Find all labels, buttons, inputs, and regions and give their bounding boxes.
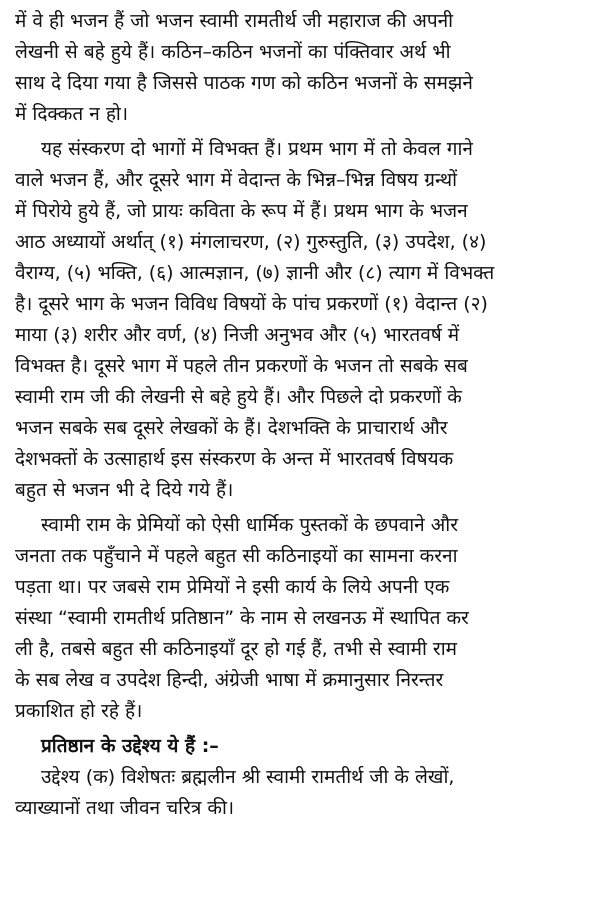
text-line: भजन सबके सब दूसरे लेखकों के हैं। देशभक्ति के प्राचारार्थ और	[15, 417, 448, 439]
text-line: विभक्त है। दूसरे भाग में पहले तीन प्रकरणों के भजन तो सबके सब	[15, 355, 468, 377]
text-line: स्वामी राम जी की लेखनी से बहे हुये हैं। और पिछले दो प्रकरणों के	[15, 386, 462, 408]
paragraph-pratishthan	[15, 510, 588, 727]
text-line: वाले भजन हैं, और दूसरे भाग में वेदान्त के भिन्न–भिन्न विषय ग्रन्थों	[15, 169, 458, 191]
text-line: माया (३) शरीर और वर्ण, (४) निजी अनुभव और (५) भारतवर्ष में	[15, 324, 460, 346]
text-line: वैराग्य, (५) भक्ति, (६) आत्मज्ञान, (७) ज्ञानी और (८) त्याग में विभक्त	[15, 262, 495, 284]
text-line: में पिरोये हुये हैं, जो प्रायः कविता के रूप में हैं। प्रथम भाग के भजन	[15, 200, 468, 222]
text-line: के सब लेख व उपदेश हिन्दी, अंग्रेजी भाषा में क्रमानुसार निरन्तर	[15, 669, 444, 691]
text-line: है। दूसरे भाग के भजन विविध विषयों के पांच प्रकरणों (१) वेदान्त (२)	[15, 293, 488, 315]
text-line: उद्देश्य (क) विशेषतः ब्रह्मलीन श्री स्वामी रामतीर्थ जी के लेखों,	[41, 766, 455, 788]
text-line: बहुत से भजन भी दे दिये गये हैं।	[15, 479, 234, 501]
text-line: संस्था “स्वामी रामतीर्थ प्रतिष्ठान” के नाम से लखनऊ में स्थापित कर	[15, 607, 469, 629]
text-line: देशभक्तों के उत्साहार्थ इस संस्करण के अन्त में भारतवर्ष विषयक	[15, 448, 454, 470]
text-line: व्याख्यानों तथा जीवन चरित्र की।	[15, 797, 235, 819]
text-line: में दिक्कत न हो।	[15, 103, 129, 125]
text-line: पड़ता था। पर जबसे राम प्रेमियों ने इसी कार्य के लिये अपनी एक	[15, 576, 450, 598]
paragraph-edition-parts	[15, 134, 588, 506]
text-line: लेखनी से बहे हुये हैं। कठिन–कठिन भजनों का पंक्तिवार अर्थ भी	[15, 41, 451, 63]
section-heading: प्रतिष्ठान के उद्देश्य ये हैं :–	[41, 735, 219, 757]
text-line: यह संस्करण दो भागों में विभक्त हैं। प्रथम भाग में तो केवल गाने	[41, 138, 473, 160]
paragraph-bhajan-intro	[15, 6, 588, 130]
text-line: जनता तक पहुँचाने में पहले बहुत सी कठिनाइयों का सामना करना	[15, 545, 458, 567]
text-line: प्रकाशित हो रहे हैं।	[15, 700, 143, 722]
paragraph-objective	[15, 762, 588, 824]
text-line: स्वामी राम के प्रेमियों को ऐसी धार्मिक पुस्तकों के छपवाने और	[41, 514, 458, 536]
text-line: साथ दे दिया गया है जिससे पाठक गण को कठिन भजनों के समझने	[15, 72, 473, 94]
text-line: में वे ही भजन हैं जो भजन स्वामी रामतीर्थ जी महाराज की अपनी	[15, 10, 454, 32]
text-line: ली है, तबसे बहुत सी कठिनाइयाँ दूर हो गई हैं, तभी से स्वामी राम	[15, 638, 457, 660]
text-line: आठ अध्यायों अर्थात् (१) मंगलाचरण, (२) गुरुस्तुति, (३) उपदेश, (४)	[15, 231, 487, 253]
